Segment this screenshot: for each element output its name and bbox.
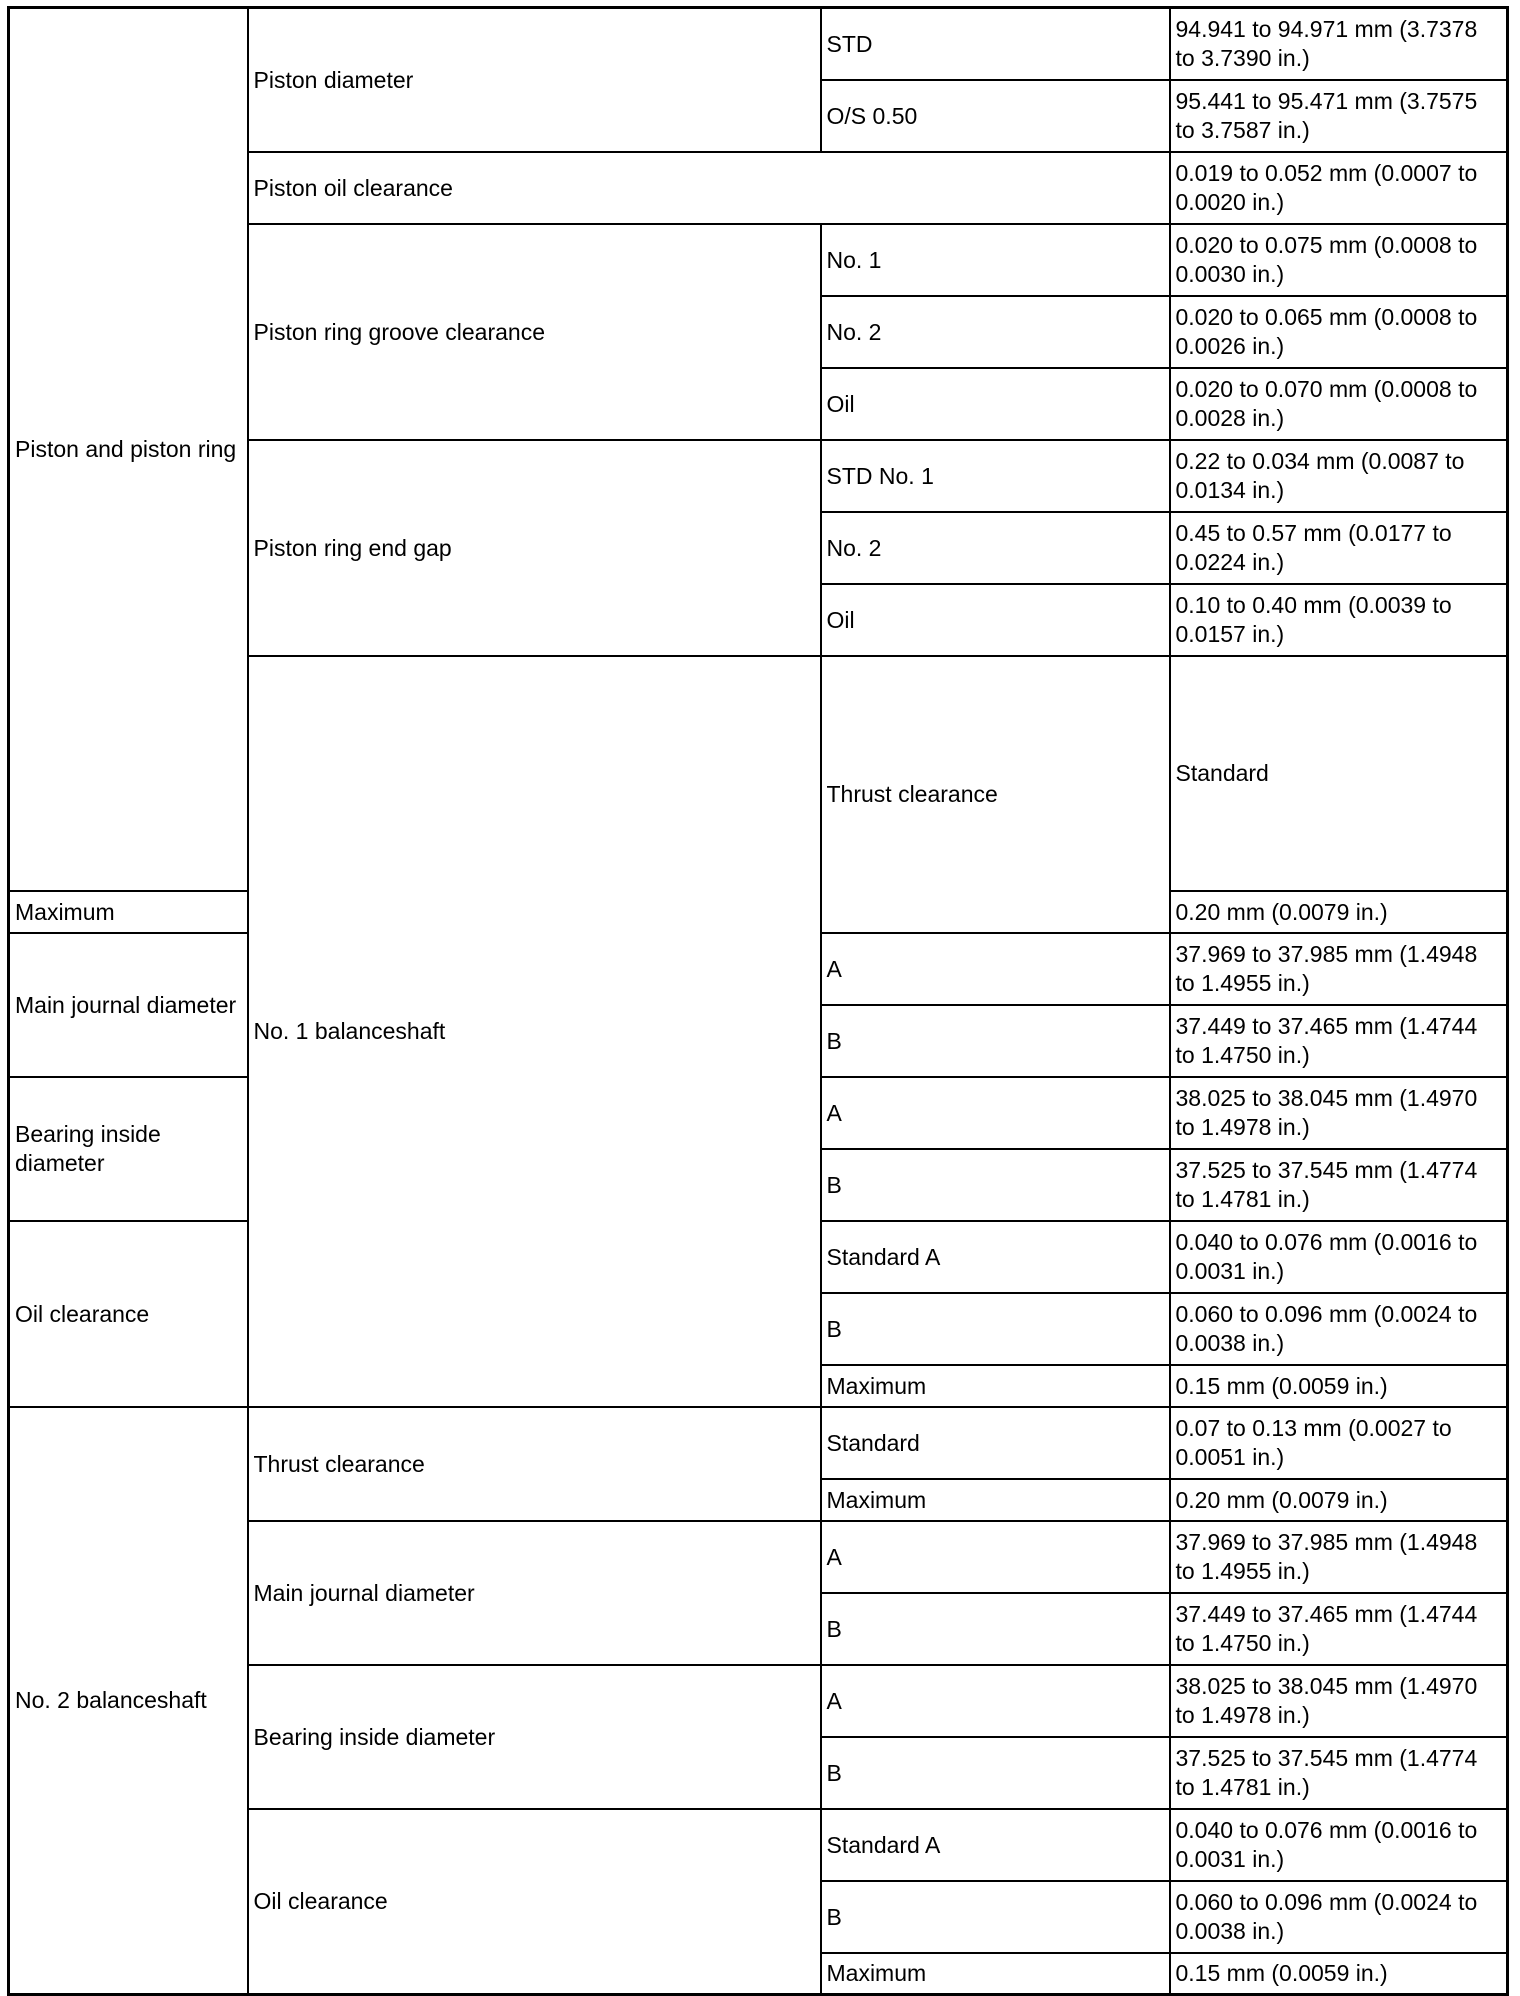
value-cell: 94.941 to 94.971 mm (3.7378 to 3.7390 in.)	[1170, 8, 1508, 80]
item-label: Oil clearance	[248, 1809, 821, 1995]
item-label: Thrust clearance	[248, 1407, 821, 1521]
value-cell: 0.20 mm (0.0079 in.)	[1170, 891, 1508, 933]
condition-cell: B	[821, 1593, 1170, 1665]
condition-cell: Standard	[1170, 656, 1508, 891]
item-label: Oil clearance	[9, 1221, 248, 1407]
condition-cell: A	[821, 933, 1170, 1005]
value-cell: 0.060 to 0.096 mm (0.0024 to 0.0038 in.)	[1170, 1881, 1508, 1953]
item-label: Thrust clearance	[821, 656, 1170, 933]
spec-table	[7, 6, 1509, 1996]
condition-cell: Maximum	[821, 1479, 1170, 1521]
group-label: No. 1 balanceshaft	[248, 656, 821, 1407]
value-cell: 0.020 to 0.070 mm (0.0008 to 0.0028 in.)	[1170, 368, 1508, 440]
condition-cell: Standard A	[821, 1809, 1170, 1881]
item-label: Main journal diameter	[9, 933, 248, 1077]
value-cell: 0.040 to 0.076 mm (0.0016 to 0.0031 in.)	[1170, 1809, 1508, 1881]
condition-cell: STD	[821, 8, 1170, 80]
condition-cell: B	[821, 1005, 1170, 1077]
condition-cell: Oil	[821, 584, 1170, 656]
value-cell: 0.15 mm (0.0059 in.)	[1170, 1953, 1508, 1995]
condition-cell: A	[821, 1077, 1170, 1149]
value-cell: 37.525 to 37.545 mm (1.4774 to 1.4781 in.)	[1170, 1149, 1508, 1221]
item-label: Bearing inside diameter	[9, 1077, 248, 1221]
condition-cell: Maximum	[9, 891, 248, 933]
value-cell: 37.449 to 37.465 mm (1.4744 to 1.4750 in.)	[1170, 1593, 1508, 1665]
condition-cell: No. 1	[821, 224, 1170, 296]
value-cell: 37.525 to 37.545 mm (1.4774 to 1.4781 in.)	[1170, 1737, 1508, 1809]
value-cell: 0.22 to 0.034 mm (0.0087 to 0.0134 in.)	[1170, 440, 1508, 512]
condition-cell: B	[821, 1149, 1170, 1221]
condition-cell: B	[821, 1881, 1170, 1953]
condition-cell: Maximum	[821, 1953, 1170, 1995]
value-cell: 37.449 to 37.465 mm (1.4744 to 1.4750 in.)	[1170, 1005, 1508, 1077]
value-cell: 0.020 to 0.075 mm (0.0008 to 0.0030 in.)	[1170, 224, 1508, 296]
item-label: Main journal diameter	[248, 1521, 821, 1665]
value-cell: 38.025 to 38.045 mm (1.4970 to 1.4978 in.)	[1170, 1077, 1508, 1149]
condition-cell: No. 2	[821, 296, 1170, 368]
condition-cell: Maximum	[821, 1365, 1170, 1407]
item-label: Piston diameter	[248, 8, 821, 152]
value-cell: 0.020 to 0.065 mm (0.0008 to 0.0026 in.)	[1170, 296, 1508, 368]
value-cell: 0.019 to 0.052 mm (0.0007 to 0.0020 in.)	[1170, 152, 1508, 224]
value-cell: 0.15 mm (0.0059 in.)	[1170, 1365, 1508, 1407]
value-cell: 0.040 to 0.076 mm (0.0016 to 0.0031 in.)	[1170, 1221, 1508, 1293]
value-cell: 0.45 to 0.57 mm (0.0177 to 0.0224 in.)	[1170, 512, 1508, 584]
value-cell: 38.025 to 38.045 mm (1.4970 to 1.4978 in.)	[1170, 1665, 1508, 1737]
condition-cell: A	[821, 1665, 1170, 1737]
value-cell: 37.969 to 37.985 mm (1.4948 to 1.4955 in.)	[1170, 933, 1508, 1005]
condition-cell: B	[821, 1293, 1170, 1365]
item-label: Bearing inside diameter	[248, 1665, 821, 1809]
value-cell: 95.441 to 95.471 mm (3.7575 to 3.7587 in.)	[1170, 80, 1508, 152]
table-row	[9, 1407, 1508, 1479]
condition-cell: STD No. 1	[821, 440, 1170, 512]
value-cell: 0.07 to 0.13 mm (0.0027 to 0.0051 in.)	[1170, 1407, 1508, 1479]
condition-cell: Oil	[821, 368, 1170, 440]
condition-cell: No. 2	[821, 512, 1170, 584]
condition-cell: B	[821, 1737, 1170, 1809]
value-cell: 0.20 mm (0.0079 in.)	[1170, 1479, 1508, 1521]
value-cell: 0.10 to 0.40 mm (0.0039 to 0.0157 in.)	[1170, 584, 1508, 656]
item-label: Piston ring groove clearance	[248, 224, 821, 440]
condition-cell: Standard A	[821, 1221, 1170, 1293]
condition-cell: A	[821, 1521, 1170, 1593]
item-label: Piston oil clearance	[248, 152, 1170, 224]
value-cell: 37.969 to 37.985 mm (1.4948 to 1.4955 in.)	[1170, 1521, 1508, 1593]
condition-cell: O/S 0.50	[821, 80, 1170, 152]
group-label: No. 2 balanceshaft	[9, 1407, 248, 1995]
group-label: Piston and piston ring	[9, 8, 248, 891]
table-row	[9, 8, 1508, 80]
condition-cell: Standard	[821, 1407, 1170, 1479]
item-label: Piston ring end gap	[248, 440, 821, 656]
value-cell: 0.060 to 0.096 mm (0.0024 to 0.0038 in.)	[1170, 1293, 1508, 1365]
